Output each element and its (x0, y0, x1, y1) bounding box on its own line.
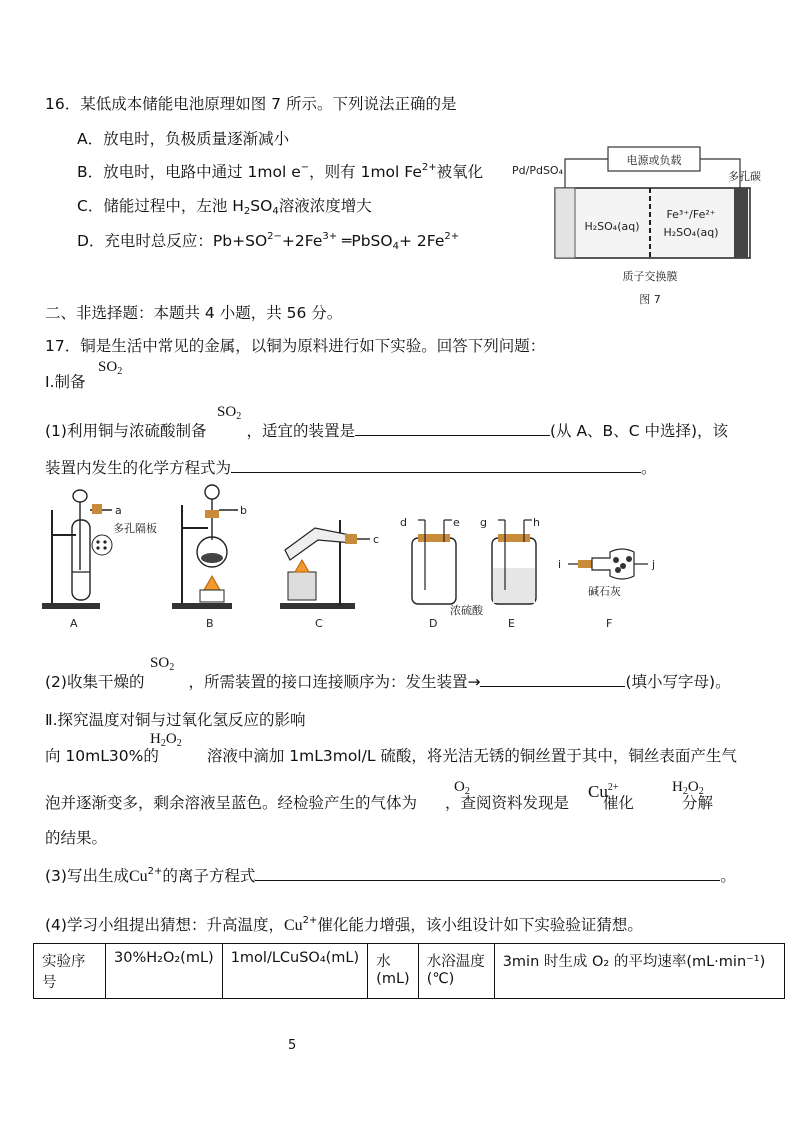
right-solution-acid: H₂SO₄(aq) (663, 226, 719, 239)
svg-text:多孔隔板: 多孔隔板 (113, 522, 157, 535)
q16-option-c: C．储能过程中，左池 $H_2SO_4$溶液浓度增大 (77, 197, 372, 217)
q17-3: (3)写出生成$Cu^{2+}$的离子方程式 。 (45, 866, 736, 885)
answer-blank-ionic-equation[interactable] (255, 864, 720, 881)
svg-text:A: A (70, 617, 78, 630)
svg-text:B: B (206, 617, 214, 630)
svg-text:碱石灰: 碱石灰 (588, 585, 621, 598)
svg-text:g: g (480, 516, 487, 529)
membrane-label: 质子交换膜 (622, 270, 678, 283)
cu-ion: $Cu^{2+}$ (588, 782, 619, 801)
part2-title: Ⅱ.探究温度对铜与过氧化氢反应的影响 (45, 711, 306, 729)
right-solution-ions: Fe³⁺/Fe²⁺ (666, 208, 716, 221)
svg-text:h: h (533, 516, 540, 529)
answer-blank-order[interactable] (480, 670, 625, 687)
svg-text:d: d (400, 516, 407, 529)
answer-blank-device[interactable] (355, 419, 550, 436)
part1-title: Ⅰ.制备 (45, 373, 86, 391)
col-header: 3min 时生成 O₂ 的平均速率(mL·min⁻¹) (494, 944, 784, 999)
svg-text:浓硫酸: 浓硫酸 (450, 604, 483, 617)
col-header: 水浴温度(℃) (418, 944, 494, 999)
part2-line2: 泡并逐渐变多，剩余溶液呈蓝色。经检验产生的气体为 ，查阅资料发现是 催化 分解 (45, 794, 714, 812)
q17-1-line1: (1)利用铜与浓硫酸制备 ，适宜的装置是 (从 A、B、C 中选择)，该 (45, 419, 728, 441)
svg-text:a: a (115, 504, 122, 517)
so2-formula: $SO_2$ (217, 404, 242, 422)
h2o2-formula: $H_2O_2$ (150, 731, 182, 749)
right-electrode-label: 多孔碳 (728, 170, 761, 183)
figure-caption: 图 7 (639, 293, 661, 306)
q17-4: (4)学习小组提出猜想：升高温度，$Cu^{2+}$催化能力增强，该小组设计如下实验验证猜想。 (45, 915, 643, 934)
q16-option-a: A．放电时，负极质量逐渐减小 (77, 130, 290, 148)
part2-line3: 的结果。 (45, 829, 108, 847)
so2-formula: $SO_2$ (150, 655, 175, 673)
apparatus-a (42, 490, 157, 630)
left-solution-label: H₂SO₄(aq) (584, 220, 640, 233)
q17-1-line2: 装置内发生的化学方程式为 。 (45, 456, 657, 478)
col-header: 1mol/LCuSO₄(mL) (222, 944, 367, 999)
o2-formula: $O_2$ (454, 779, 470, 797)
svg-text:c: c (373, 533, 380, 546)
experiment-table (33, 943, 785, 999)
apparatus-f (558, 549, 655, 630)
q16-option-b: B．放电时，电路中通过 1mol e−，则有 1mol $Fe^{2+}$被氧化 (77, 162, 484, 181)
apparatus-c (280, 520, 379, 630)
q17-stem: 17．铜是生活中常见的金属，以铜为原料进行如下实验。回答下列问题： (45, 337, 546, 355)
svg-text:j: j (652, 558, 656, 571)
apparatus-figure (40, 480, 680, 630)
svg-text:e: e (453, 516, 460, 529)
part2-line1: 向 10mL30%的 溶液中滴加 1mL3mol/L 硫酸，将光洁无锈的铜丝置于其中，铜丝表面产生气 (45, 747, 737, 765)
col-header: 30%H₂O₂(mL) (106, 944, 223, 999)
section-heading: 二、非选择题：本题共 4 小题，共 56 分。 (45, 304, 343, 322)
svg-text:D: D (429, 617, 438, 630)
q17-2: (2)收集干燥的 ，所需装置的接口连接顺序为：发生装置→ (填小写字母)。 (45, 670, 731, 692)
answer-blank-equation[interactable] (231, 456, 641, 473)
svg-text:F: F (606, 617, 613, 630)
col-header: 水(mL) (368, 944, 419, 999)
power-source-label: 电源或负载 (626, 154, 682, 167)
svg-text:i: i (558, 558, 562, 571)
svg-text:b: b (240, 504, 247, 517)
q16-stem: 16．某低成本储能电池原理如图 7 所示。下列说法正确的是 (45, 95, 457, 113)
h2o2-formula: $H_2O_2$ (672, 779, 704, 797)
so2-formula: $SO_2$ (98, 359, 123, 377)
svg-text:C: C (315, 617, 323, 630)
col-header: 实验序号 (34, 944, 106, 999)
q16-option-d: D．充电时总反应：$Pb+SO^{2-}+2Fe^{3+}$ ═PbSO$_4$+ $2Fe^{2+}$ (77, 231, 460, 252)
page-number: 5 (288, 1038, 297, 1053)
figure-7-battery (510, 140, 780, 315)
svg-text:E: E (508, 617, 515, 630)
table-header-row (34, 944, 785, 999)
apparatus-b (172, 485, 247, 630)
left-electrode-label: Pd/PdSO₄ (512, 164, 563, 177)
apparatus-e (450, 516, 540, 630)
